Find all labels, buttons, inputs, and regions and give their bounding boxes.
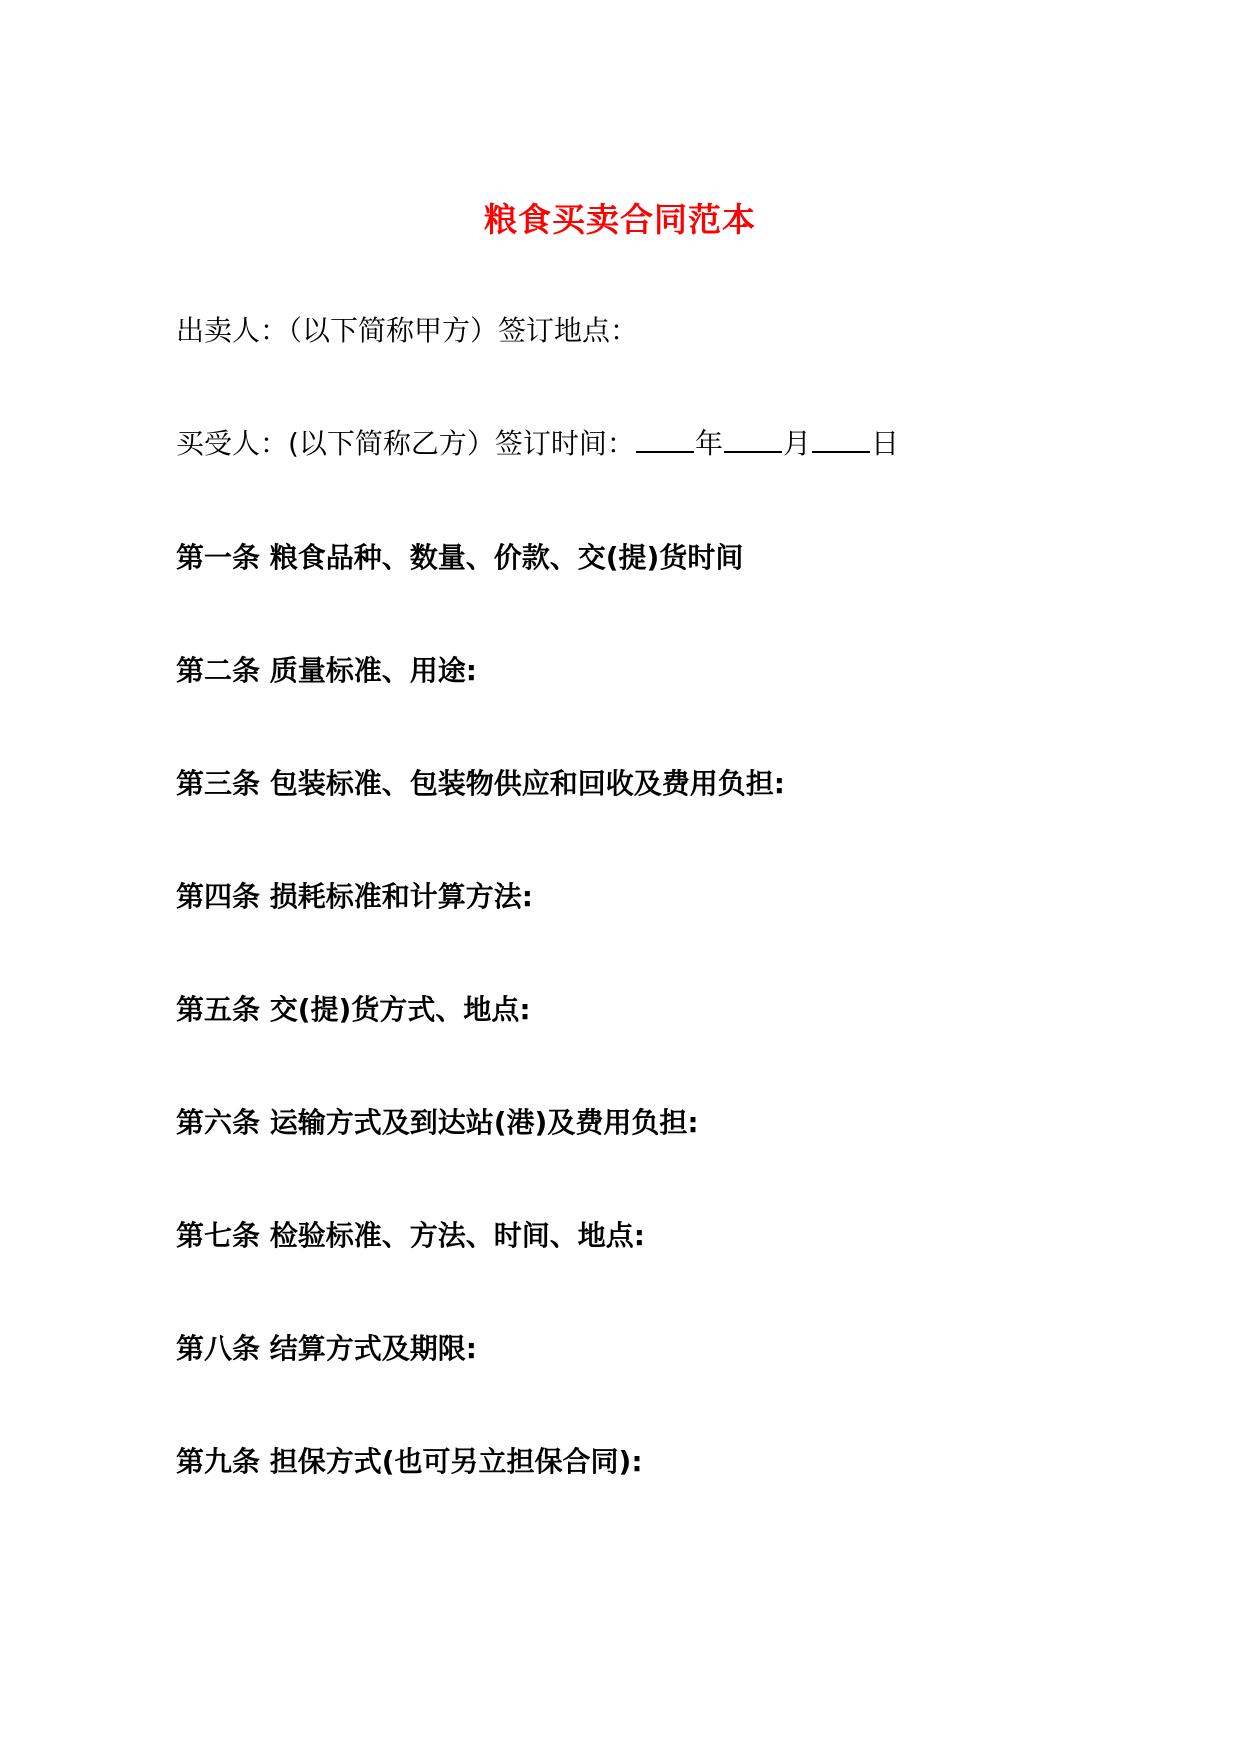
article-4: 第四条 损耗标准和计算方法: — [176, 880, 533, 913]
day-blank — [812, 425, 870, 453]
seller-line: 出卖人：（以下简称甲方）签订地点： — [176, 314, 639, 347]
article-6: 第六条 运输方式及到达站(港)及费用负担: — [176, 1106, 699, 1139]
buyer-line-label: 买受人：(以下简称乙方）签订时间： — [176, 427, 635, 460]
article-1: 第一条 粮食品种、数量、价款、交(提)货时间 — [176, 541, 744, 574]
article-7: 第七条 检验标准、方法、时间、地点: — [176, 1219, 645, 1252]
document-title: 粮食买卖合同范本 — [484, 200, 756, 239]
article-9: 第九条 担保方式(也可另立担保合同): — [176, 1445, 643, 1478]
year-label: 年 — [694, 427, 723, 460]
article-3: 第三条 包装标准、包装物供应和回收及费用负担: — [176, 767, 785, 800]
article-8: 第八条 结算方式及期限: — [176, 1332, 477, 1365]
buyer-line — [176, 424, 899, 464]
month-blank — [724, 425, 782, 453]
article-2: 第二条 质量标准、用途: — [176, 654, 477, 687]
month-label: 月 — [782, 427, 811, 460]
year-blank — [636, 425, 694, 453]
day-label: 日 — [870, 427, 899, 460]
article-5: 第五条 交(提)货方式、地点: — [176, 993, 531, 1026]
